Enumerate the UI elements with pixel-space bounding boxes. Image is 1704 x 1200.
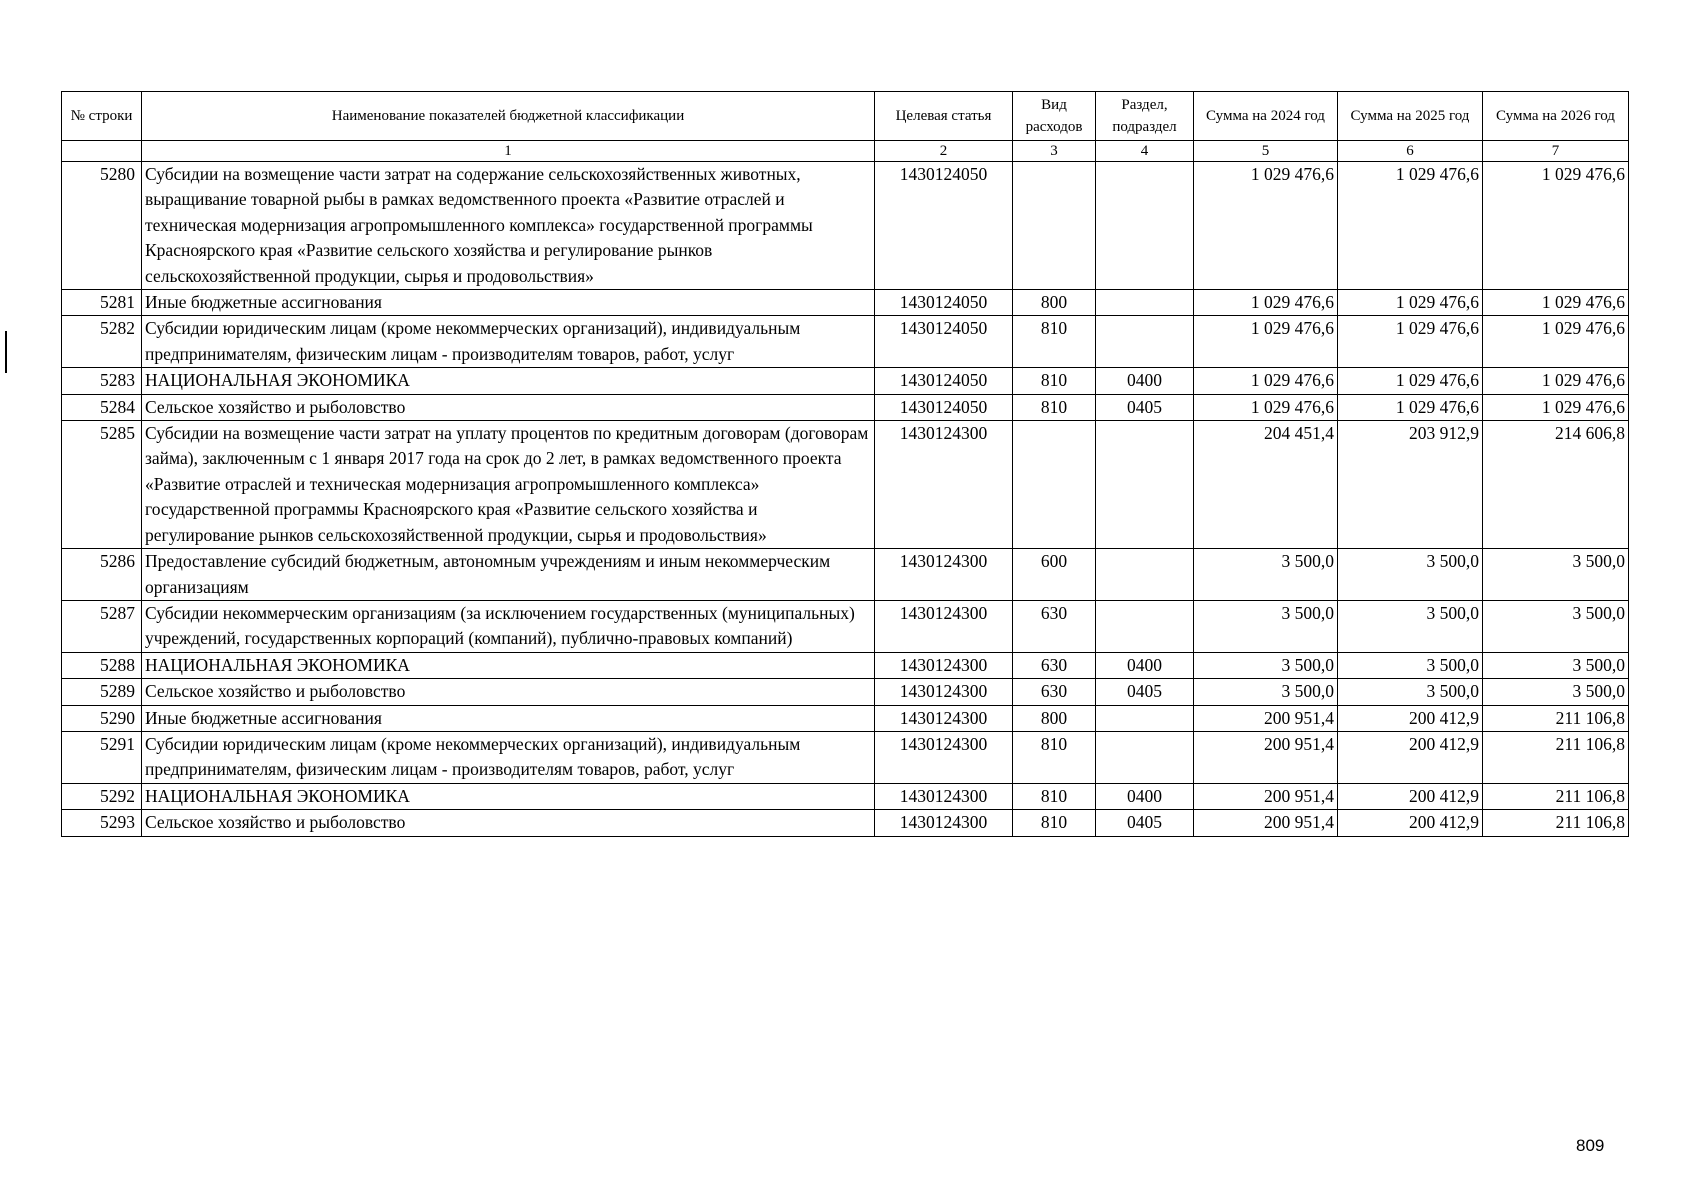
cell-target: 1430124300 [875, 705, 1013, 731]
cell-sum-2026: 1 029 476,6 [1483, 162, 1629, 290]
cell-sum-2024: 200 951,4 [1194, 731, 1338, 783]
cell-row-no: 5290 [62, 705, 142, 731]
cell-target: 1430124300 [875, 731, 1013, 783]
cell-sum-2025: 1 029 476,6 [1338, 394, 1483, 420]
cell-expense-type: 810 [1013, 316, 1096, 368]
cell-section: 0405 [1096, 394, 1194, 420]
cell-sum-2025: 3 500,0 [1338, 549, 1483, 601]
table-row [62, 731, 1629, 783]
cell-sum-2024: 200 951,4 [1194, 810, 1338, 836]
cell-row-no: 5289 [62, 679, 142, 705]
header-expense-type: Вид расходов [1013, 92, 1096, 141]
cell-expense-type: 600 [1013, 549, 1096, 601]
column-number: 6 [1338, 141, 1483, 162]
cell-name: Сельское хозяйство и рыболовство [142, 394, 875, 420]
cell-name: Сельское хозяйство и рыболовство [142, 679, 875, 705]
cell-row-no: 5283 [62, 368, 142, 394]
cell-section: 0405 [1096, 679, 1194, 705]
cell-sum-2026: 211 106,8 [1483, 705, 1629, 731]
cell-sum-2026: 211 106,8 [1483, 783, 1629, 809]
cell-name: Иные бюджетные ассигнования [142, 705, 875, 731]
cell-sum-2025: 3 500,0 [1338, 679, 1483, 705]
table-row [62, 783, 1629, 809]
margin-mark [5, 331, 7, 373]
table-body [62, 162, 1629, 837]
cell-target: 1430124300 [875, 600, 1013, 652]
column-number: 3 [1013, 141, 1096, 162]
cell-sum-2025: 1 029 476,6 [1338, 290, 1483, 316]
cell-expense-type [1013, 421, 1096, 549]
table-row [62, 368, 1629, 394]
header-name: Наименование показателей бюджетной классификации [142, 92, 875, 141]
cell-sum-2026: 3 500,0 [1483, 652, 1629, 678]
cell-sum-2024: 1 029 476,6 [1194, 368, 1338, 394]
cell-sum-2024: 200 951,4 [1194, 783, 1338, 809]
cell-name: Сельское хозяйство и рыболовство [142, 810, 875, 836]
cell-row-no: 5293 [62, 810, 142, 836]
cell-target: 1430124050 [875, 394, 1013, 420]
column-number: 4 [1096, 141, 1194, 162]
cell-sum-2024: 3 500,0 [1194, 600, 1338, 652]
cell-sum-2024: 1 029 476,6 [1194, 316, 1338, 368]
cell-sum-2025: 3 500,0 [1338, 600, 1483, 652]
cell-name: НАЦИОНАЛЬНАЯ ЭКОНОМИКА [142, 652, 875, 678]
cell-sum-2024: 3 500,0 [1194, 679, 1338, 705]
cell-sum-2025: 200 412,9 [1338, 783, 1483, 809]
table-row [62, 421, 1629, 549]
cell-section [1096, 421, 1194, 549]
cell-sum-2026: 1 029 476,6 [1483, 316, 1629, 368]
header-target: Целевая статья [875, 92, 1013, 141]
cell-sum-2025: 3 500,0 [1338, 652, 1483, 678]
table-row [62, 652, 1629, 678]
cell-target: 1430124300 [875, 810, 1013, 836]
column-number: 2 [875, 141, 1013, 162]
cell-sum-2026: 1 029 476,6 [1483, 290, 1629, 316]
column-number-blank [62, 141, 142, 162]
cell-section [1096, 162, 1194, 290]
table-row [62, 600, 1629, 652]
cell-expense-type: 810 [1013, 810, 1096, 836]
cell-name: Предоставление субсидий бюджетным, автономным учреждениям и иным некоммерческим организациям [142, 549, 875, 601]
cell-expense-type: 810 [1013, 368, 1096, 394]
cell-target: 1430124300 [875, 549, 1013, 601]
column-number-row [62, 141, 1629, 162]
header-sum-2026: Сумма на 2026 год [1483, 92, 1629, 141]
cell-sum-2025: 1 029 476,6 [1338, 368, 1483, 394]
cell-name: Субсидии на возмещение части затрат на уплату процентов по кредитным договорам (договорам займа), заключенным с 1 января 2017 года на срок до 2 лет, в рамках ведомственного проекта «Развитие отраслей и техническая модернизация агропромышленного комплекса» государственной программы Красноярского края «Развитие сельского хозяйства и регулирование рынков сельскохозяйственной продукции, сырья и продовольствия» [142, 421, 875, 549]
cell-sum-2026: 211 106,8 [1483, 731, 1629, 783]
page-number: 809 [1576, 1136, 1605, 1155]
cell-target: 1430124050 [875, 368, 1013, 394]
cell-sum-2025: 1 029 476,6 [1338, 162, 1483, 290]
cell-name: Субсидии юридическим лицам (кроме некоммерческих организаций), индивидуальным предпринимателям, физическим лицам - производителям товаров, работ, услуг [142, 316, 875, 368]
budget-table [61, 91, 1629, 837]
cell-section [1096, 731, 1194, 783]
cell-sum-2026: 3 500,0 [1483, 679, 1629, 705]
cell-row-no: 5280 [62, 162, 142, 290]
table-row [62, 316, 1629, 368]
cell-expense-type: 800 [1013, 705, 1096, 731]
cell-section [1096, 705, 1194, 731]
cell-sum-2026: 211 106,8 [1483, 810, 1629, 836]
cell-sum-2024: 200 951,4 [1194, 705, 1338, 731]
cell-name: Субсидии на возмещение части затрат на содержание сельскохозяйственных животных, выращивание товарной рыбы в рамках ведомственного проекта «Развитие отраслей и техническая модернизация агропромышленного комплекса» государственной программы Красноярского края «Развитие сельского хозяйства и регулирование рынков сельскохозяйственной продукции, сырья и продовольствия» [142, 162, 875, 290]
table-row [62, 679, 1629, 705]
cell-row-no: 5285 [62, 421, 142, 549]
table-row [62, 394, 1629, 420]
cell-sum-2026: 1 029 476,6 [1483, 394, 1629, 420]
cell-sum-2025: 200 412,9 [1338, 810, 1483, 836]
table-row [62, 549, 1629, 601]
table-row [62, 810, 1629, 836]
header-sum-2025: Сумма на 2025 год [1338, 92, 1483, 141]
cell-target: 1430124300 [875, 421, 1013, 549]
cell-sum-2025: 200 412,9 [1338, 731, 1483, 783]
cell-section: 0405 [1096, 810, 1194, 836]
cell-sum-2026: 1 029 476,6 [1483, 368, 1629, 394]
cell-sum-2025: 203 912,9 [1338, 421, 1483, 549]
cell-expense-type [1013, 162, 1096, 290]
cell-expense-type: 810 [1013, 394, 1096, 420]
cell-row-no: 5286 [62, 549, 142, 601]
cell-sum-2025: 1 029 476,6 [1338, 316, 1483, 368]
table-row [62, 705, 1629, 731]
header-section: Раздел, подраздел [1096, 92, 1194, 141]
cell-sum-2024: 204 451,4 [1194, 421, 1338, 549]
cell-row-no: 5288 [62, 652, 142, 678]
cell-sum-2026: 3 500,0 [1483, 600, 1629, 652]
cell-row-no: 5287 [62, 600, 142, 652]
table-header [62, 92, 1629, 162]
cell-expense-type: 630 [1013, 652, 1096, 678]
cell-name: НАЦИОНАЛЬНАЯ ЭКОНОМИКА [142, 783, 875, 809]
cell-name: НАЦИОНАЛЬНАЯ ЭКОНОМИКА [142, 368, 875, 394]
cell-expense-type: 630 [1013, 679, 1096, 705]
cell-row-no: 5284 [62, 394, 142, 420]
cell-sum-2024: 1 029 476,6 [1194, 162, 1338, 290]
cell-sum-2026: 214 606,8 [1483, 421, 1629, 549]
cell-row-no: 5282 [62, 316, 142, 368]
cell-expense-type: 630 [1013, 600, 1096, 652]
cell-section [1096, 290, 1194, 316]
cell-row-no: 5292 [62, 783, 142, 809]
cell-section: 0400 [1096, 652, 1194, 678]
cell-target: 1430124050 [875, 162, 1013, 290]
cell-sum-2025: 200 412,9 [1338, 705, 1483, 731]
cell-section: 0400 [1096, 368, 1194, 394]
cell-row-no: 5291 [62, 731, 142, 783]
cell-target: 1430124050 [875, 290, 1013, 316]
cell-name: Субсидии некоммерческим организациям (за исключением государственных (муниципальных) учреждений, государственных корпораций (компаний), публично-правовых компаний) [142, 600, 875, 652]
cell-name: Иные бюджетные ассигнования [142, 290, 875, 316]
cell-sum-2024: 3 500,0 [1194, 549, 1338, 601]
cell-sum-2024: 1 029 476,6 [1194, 290, 1338, 316]
cell-expense-type: 810 [1013, 783, 1096, 809]
cell-target: 1430124300 [875, 679, 1013, 705]
column-number: 1 [142, 141, 875, 162]
cell-section [1096, 600, 1194, 652]
cell-row-no: 5281 [62, 290, 142, 316]
column-number: 5 [1194, 141, 1338, 162]
cell-expense-type: 810 [1013, 731, 1096, 783]
cell-sum-2024: 3 500,0 [1194, 652, 1338, 678]
header-row [62, 92, 1629, 141]
table-row [62, 162, 1629, 290]
cell-expense-type: 800 [1013, 290, 1096, 316]
cell-target: 1430124300 [875, 783, 1013, 809]
cell-name: Субсидии юридическим лицам (кроме некоммерческих организаций), индивидуальным предпринимателям, физическим лицам - производителям товаров, работ, услуг [142, 731, 875, 783]
table-row [62, 290, 1629, 316]
cell-section: 0400 [1096, 783, 1194, 809]
cell-section [1096, 316, 1194, 368]
header-sum-2024: Сумма на 2024 год [1194, 92, 1338, 141]
cell-sum-2024: 1 029 476,6 [1194, 394, 1338, 420]
cell-sum-2026: 3 500,0 [1483, 549, 1629, 601]
cell-section [1096, 549, 1194, 601]
header-row-no: № строки [62, 92, 142, 141]
cell-target: 1430124050 [875, 316, 1013, 368]
cell-target: 1430124300 [875, 652, 1013, 678]
column-number: 7 [1483, 141, 1629, 162]
